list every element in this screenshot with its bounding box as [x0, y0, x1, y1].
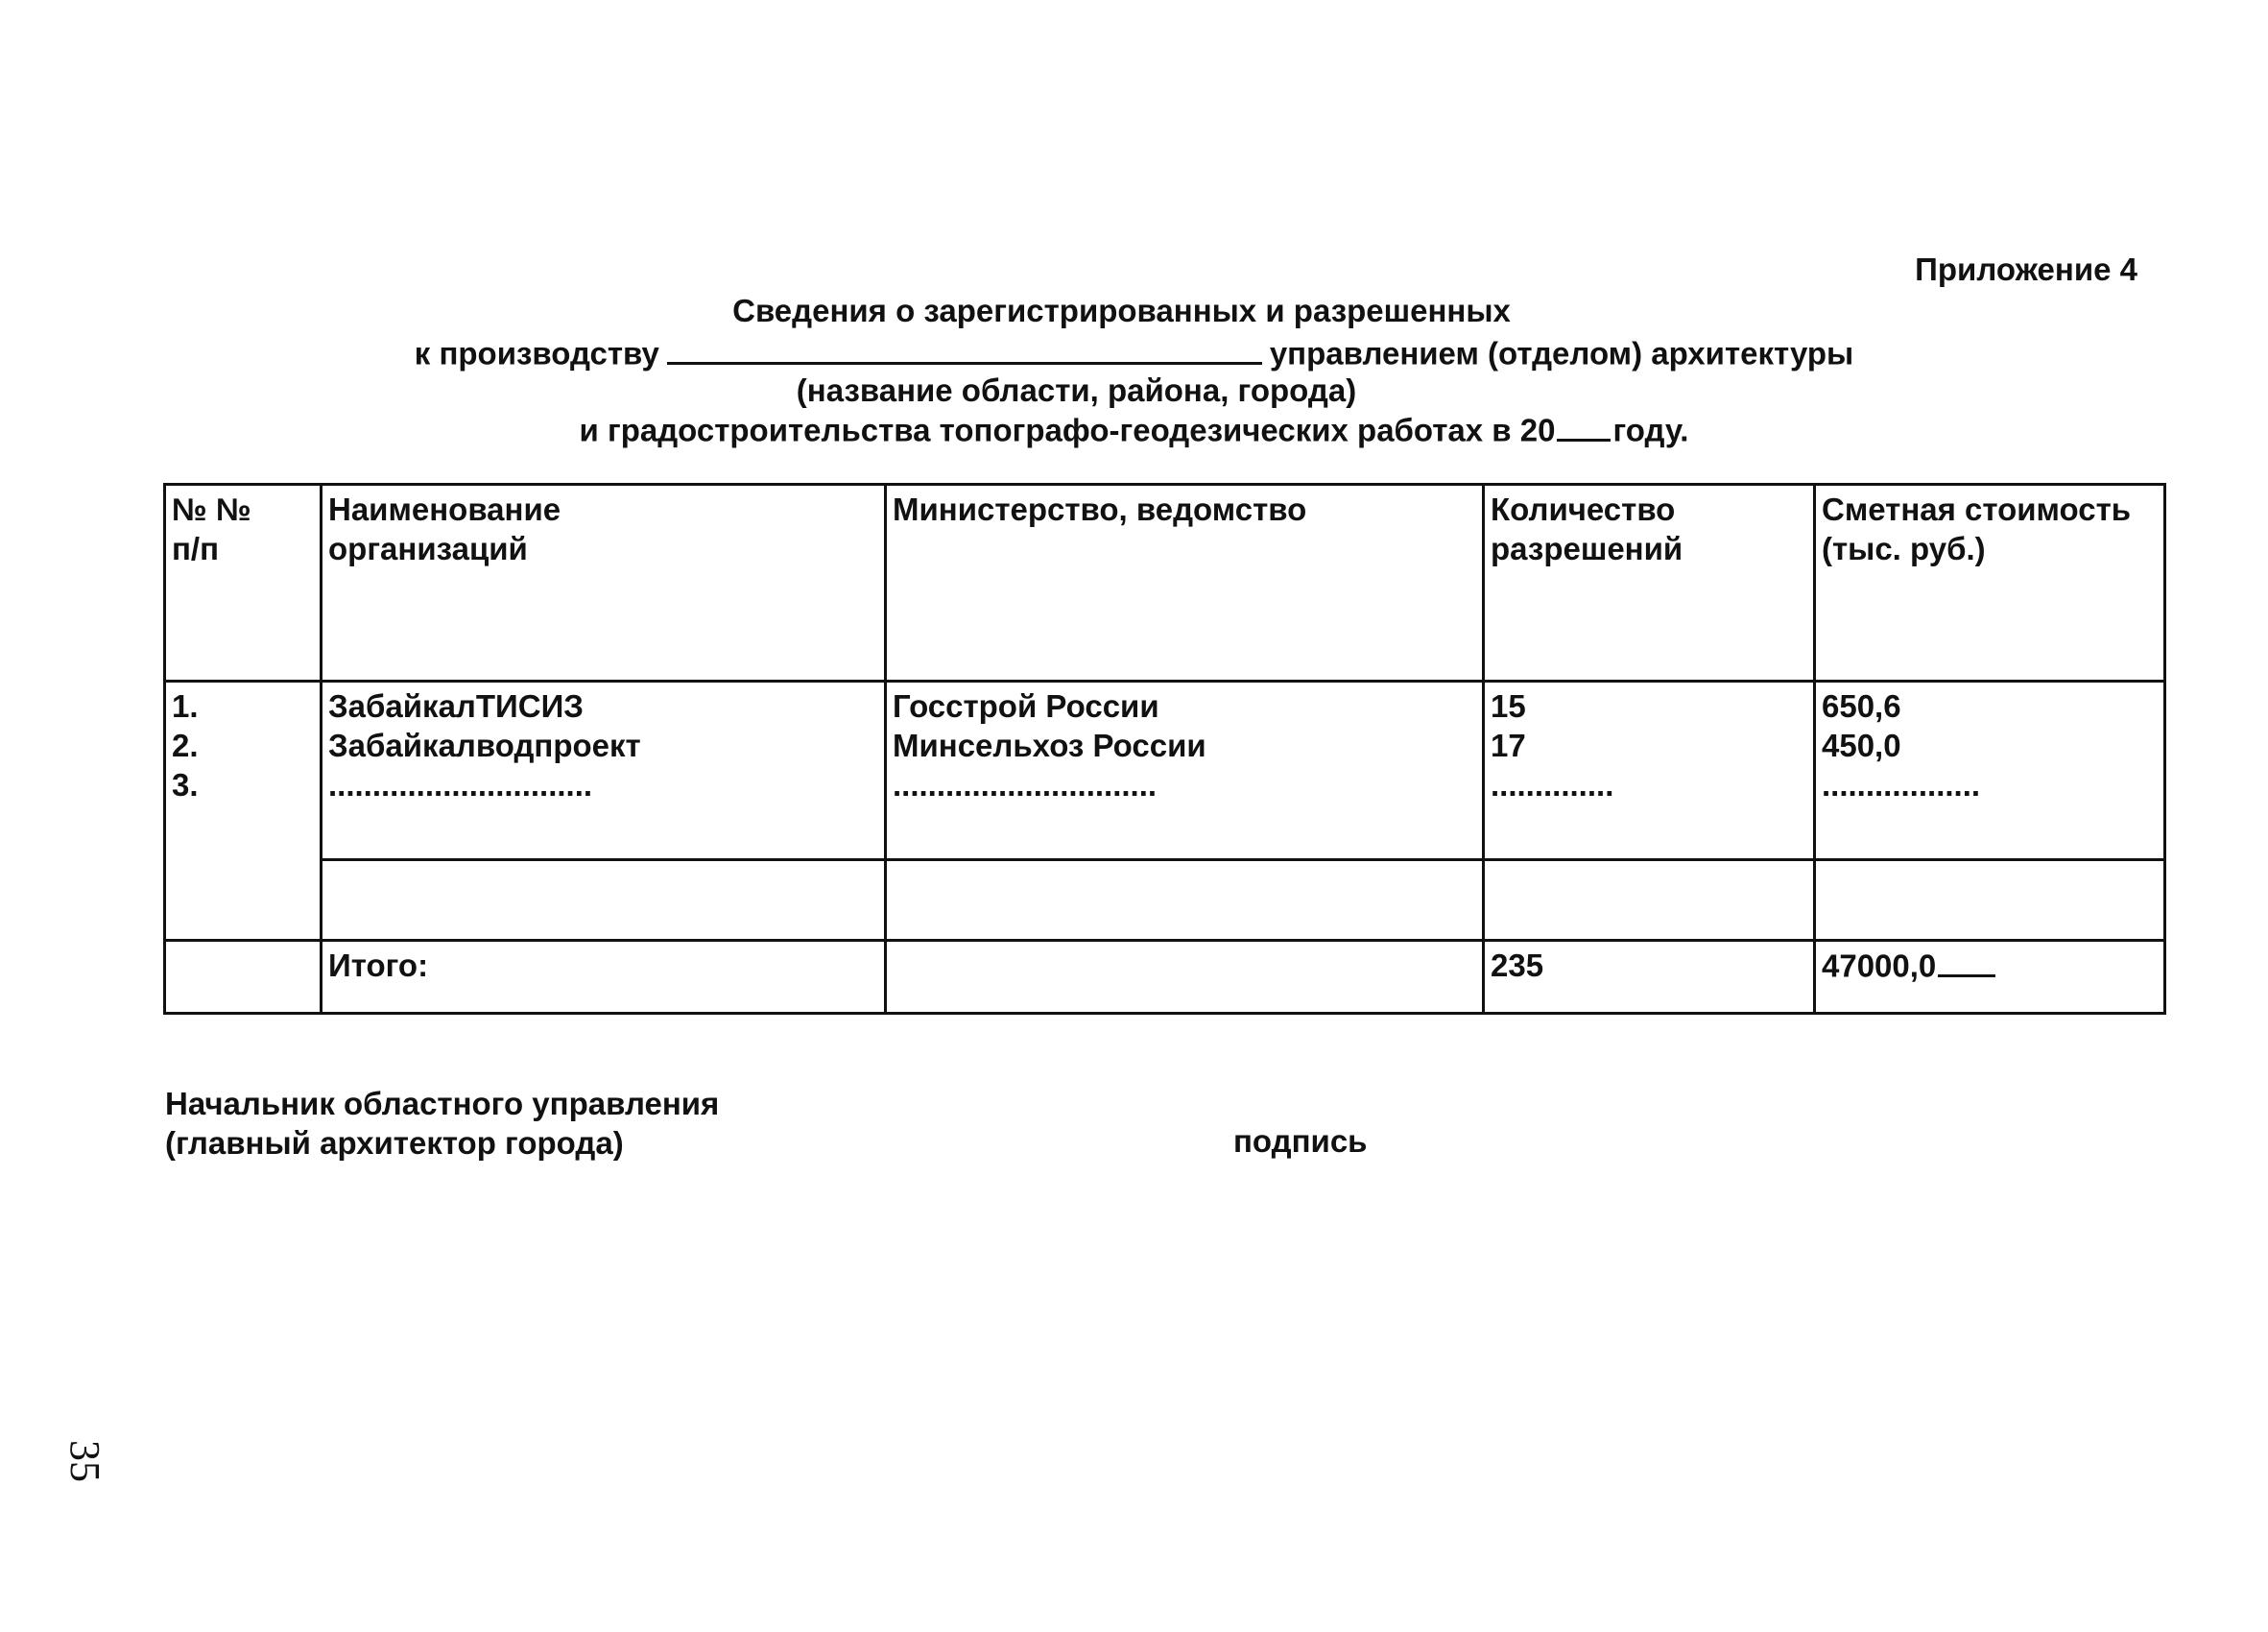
- column-header-cost: Сметная стоимость (тыс. руб.): [1815, 485, 2165, 682]
- total-cost-value: 47000,0: [1822, 948, 1937, 984]
- document-title-line-1: Сведения о зарегистрированных и разрешенных: [732, 293, 1511, 328]
- title-line-4-end: году.: [1612, 412, 1689, 448]
- region-name-hint: (название области, района, города): [796, 372, 1357, 408]
- ministry-cell: Госстрой России Минсельхоз России ..............................: [886, 682, 1484, 860]
- empty-cell: [1484, 860, 1815, 941]
- total-ministry-cell: [886, 941, 1484, 1014]
- report-table: [163, 483, 2166, 1015]
- signatory-subtitle: (главный архитектор города): [165, 1125, 624, 1161]
- region-name-blank[interactable]: [667, 333, 1262, 365]
- cost-cell: 650,6 450,0 ..................: [1815, 682, 2165, 860]
- appendix-label: Приложение 4: [1915, 252, 2137, 287]
- total-number-cell: [165, 941, 322, 1014]
- year-blank[interactable]: [1557, 410, 1611, 442]
- title-line-4-start: и градостроительства топографо-геодезических работах в 20: [579, 412, 1556, 448]
- column-header-ministry: Министерство, ведомство: [886, 485, 1484, 682]
- column-header-count: Количество разрешений: [1484, 485, 1815, 682]
- column-header-organization: Наименование организаций: [322, 485, 886, 682]
- signatory-title: Начальник областного управления: [165, 1086, 720, 1121]
- document-title-line-2: [0, 333, 2268, 372]
- title-line-2-start: к производству: [414, 335, 659, 372]
- table-header-row: [165, 485, 2165, 682]
- total-label-cell: Итого:: [322, 941, 886, 1014]
- empty-cell: [886, 860, 1484, 941]
- table-row: [165, 682, 2165, 860]
- signatory-block: [165, 1084, 719, 1163]
- table-total-row: [165, 941, 2165, 1014]
- empty-cell: [322, 860, 886, 941]
- count-cell: 15 17 ..............: [1484, 682, 1815, 860]
- document-title-line-4: [0, 410, 2268, 449]
- table-row-empty: [165, 860, 2165, 941]
- total-count-cell: 235: [1484, 941, 1815, 1014]
- page-number: 35: [61, 1440, 108, 1482]
- title-line-2-end: управлением (отделом) архитектуры: [1269, 335, 1854, 372]
- number-cell: 1. 2. 3.: [165, 682, 322, 941]
- total-cost-cell: [1815, 941, 2165, 1014]
- empty-cell: [1815, 860, 2165, 941]
- total-cost-blank: [1938, 946, 1995, 977]
- signature-label: подпись: [1233, 1123, 1368, 1159]
- organization-cell: ЗабайкалТИСИЗ Забайкалводпроект ..............................: [322, 682, 886, 860]
- column-header-number: № № п/п: [165, 485, 322, 682]
